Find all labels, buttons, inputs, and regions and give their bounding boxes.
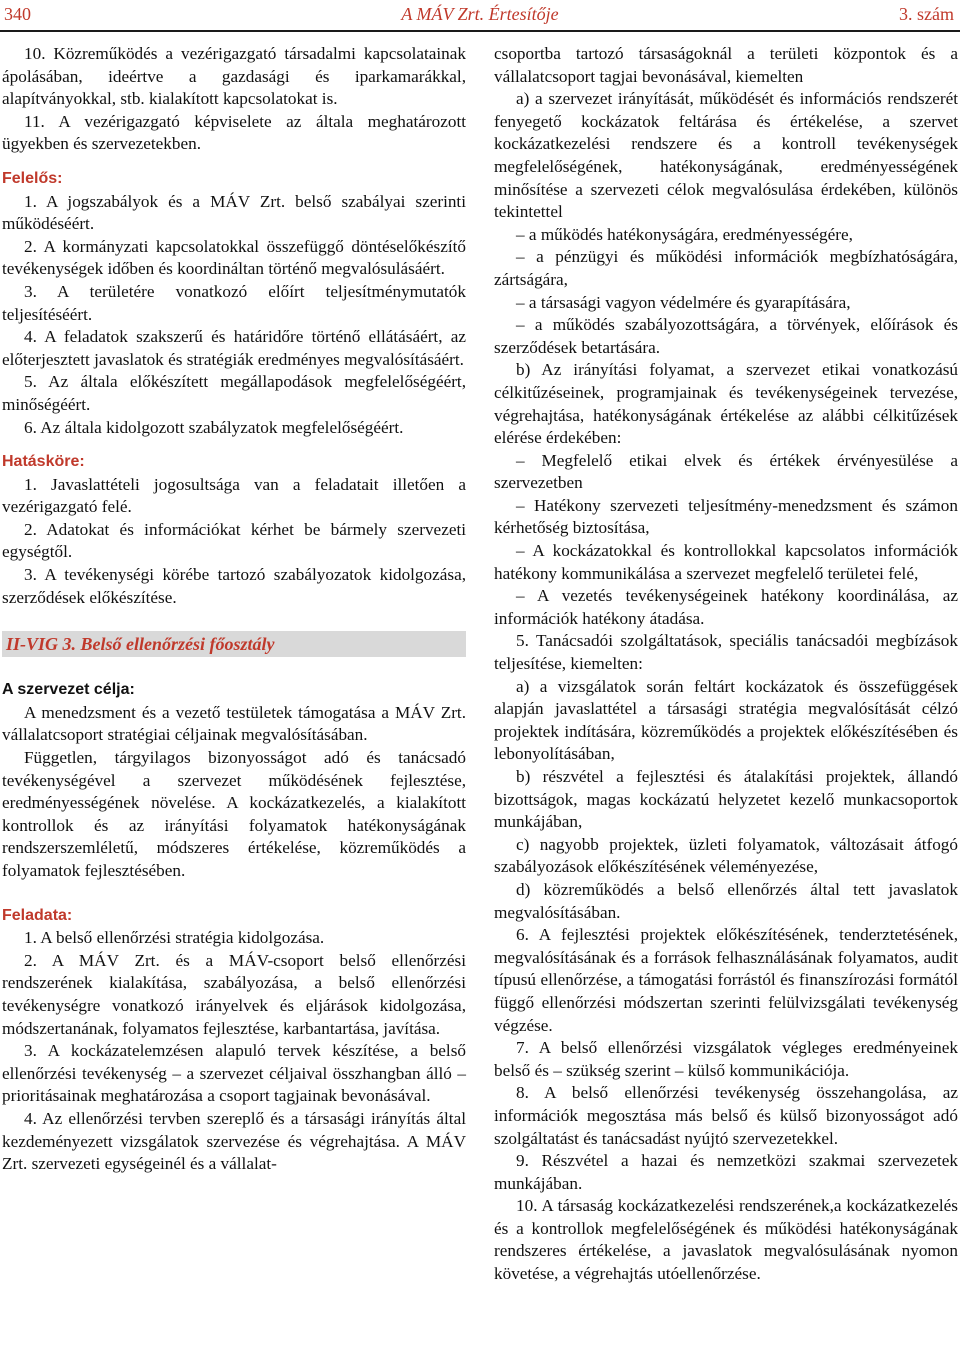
felelos-item-2: 2. A kormányzati kapcsolatokkal összefüggő döntéselőkészítő tevékenységek időben és koordináltan történő megvalósulásáért. (2, 236, 466, 279)
felelos-heading: Felelős: (2, 169, 63, 187)
item-8: 8. A belső ellenőrzési tevékenység összehangolása, az információk megosztása más belső és külső bizonyosságot adó szolgáltatást és tanácsadást nyújtó szervezetekkel. (494, 1083, 958, 1148)
section-title: II-VIG 3. Belső ellenőrzési főosztály (2, 631, 466, 657)
felelos-item-4: 4. A feladatok szakszerű és határidőre történő ellátásáért, az előterjesztett javaslatok és stratégiák eredményes megvalósításáért. (2, 327, 466, 369)
dash-item-5: – Megfelelő etikai elvek és értékek érvényesülése a szervezetben (494, 450, 958, 493)
publication-title: A MÁV Zrt. Értesítője (401, 4, 559, 24)
item-6: 6. A fejlesztési projektek előkészítésének, tenderztetésének, megvalósításának és a források felhasználásának folyamatos, audit típusú ellenőrzése, a támogatási forrástól és finanszírozási formától függő ellenőrzési módszertan szerinti felülvizsgálati tevékenység végzése. (494, 925, 958, 1035)
felelos-item-1: 1. A jogszabályok és a MÁV Zrt. belső szabályai szerinti működéséért. (2, 191, 466, 234)
hataskore-item-2: 2. Adatokat és információkat kérhet be bármely szervezeti egységtől. (2, 519, 466, 562)
cel-paragraph-1: A menedzsment és a vezető testületek támogatása a MÁV Zrt. vállalatcsoport stratégiai céljainak megvalósításában. (2, 702, 466, 745)
item-7: 7. A belső ellenőrzési vizsgálatok végleges eredményeinek belső és – szükség szerint – külső kommunikációja. (494, 1038, 958, 1080)
dash-item-1: – a működés hatékonyságára, eredményességére, (516, 224, 853, 244)
cel-heading: A szervezet célja: (2, 681, 135, 699)
item-b: b) Az irányítási folyamat, a szervezet etikai vonatkozású célkitűzéseinek, programjainak és tevékenységeinek tervezése, végrehajtása, hatékonyságának értékelése az alábbi célkitűzések elérése érdekében: (494, 360, 958, 448)
dash-item-4: – a működés szabályozottságára, a törvények, előírások és szerződések betartására. (494, 315, 958, 357)
dash-item-2: – a pénzügyi és működési információk megbízhatóságára, zártságára, (494, 247, 958, 289)
item-5d: d) közreműködés a belső ellenőrzés által tett javaslatok megvalósításában. (494, 879, 958, 922)
right-column (494, 43, 958, 1286)
hataskore-heading: Hatásköre: (2, 453, 85, 471)
feladata-item-1: 1. A belső ellenőrzési stratégia kidolgozása. (24, 928, 325, 948)
header-rule (0, 30, 960, 32)
hataskore-item-3: 3. A tevékenységi körébe tartozó szabályozatok kidolgozása, szerződések előkészítése. (2, 565, 466, 607)
felelos-item-3: 3. A területére vonatkozó előírt teljesítménymutatók teljesítéséért. (2, 281, 466, 324)
hataskore-item-1: 1. Javaslattételi jogosultsága van a feladatait illetően a vezérigazgató felé. (2, 474, 466, 517)
item-5a: a) a vizsgálatok során feltárt kockázatok és összefüggések alapján javaslattétel a társasági stratégia megvalósítását célzó projektek indítására, közreműködés a projektek előkészítésében és lebonyolításában, (494, 676, 958, 764)
item-5c: c) nagyobb projektek, üzleti folyamatok, változásait átfogó szabályozások előkészítésének véleményezése, (494, 834, 958, 877)
feladata-item-3: 3. A kockázatelemzésen alapuló tervek készítése, a belső ellenőrzési tevékenység – a szervezet céljaival összhangban álló – prioritásainak meghatározása a csoport tagjainak bevonásával. (2, 1041, 466, 1106)
item-10: 10. A társaság kockázatkezelési rendszerének,a kockázatkezelés és a kontrollok megfelelőségének és működési hatékonyságának rendszeres értékelése, a javaslatok megvalósulásának nyomon követése, a végrehajtás utóellenőrzése. (494, 1196, 958, 1284)
continuation-paragraph: csoportba tartozó társaságoknál a területi központok és a vállalatcsoport tagjai bevonásával, kiemelten (494, 44, 958, 86)
dash-item-7: – A kockázatokkal és kontrollokkal kapcsolatos információk hatékony kommunikálása a szervezet megfelelő területei felé, (494, 541, 958, 583)
item-9: 9. Részvétel a hazai és nemzetközi szakmai szervezetek munkájában. (494, 1151, 958, 1193)
issue-number: 3. szám (899, 4, 954, 24)
paragraph-10: 10. Közreműködés a vezérigazgató társadalmi kapcsolatainak ápolásában, ideértve a gazdasági és iparkamarákkal, alapítványokkal, stb. kialakított kapcsolatokat is. (2, 44, 466, 109)
felelos-item-5: 5. Az általa előkészített megállapodások megfelelőségéért, minőségéért. (2, 372, 466, 414)
cel-paragraph-2: Független, tárgyilagos bizonyosságot adó és tanácsadó tevékenységével a szervezet működésének fejlesztése, eredményességének növelése. A kockázatkezelés, a kialakított kontrollok és az irányítási folyamatok hatékonyságának rendszerszemléletű, módszeres értékelése, közreműködés a folyamatok fejlesztésében. (2, 748, 466, 880)
feladata-item-2: 2. A MÁV Zrt. és a MÁV-csoport belső ellenőrzési rendszerének kialakítása, szabályozása, a belső ellenőrzési tevékenységre vonatkozó irányelvek és eljárások kidolgozása, módszertanának, folyamatos fejlesztése, karbantartása, javítása. (2, 950, 466, 1038)
feladata-heading: Feladata: (2, 906, 73, 924)
item-5: 5. Tanácsadói szolgáltatások, speciális tanácsadói megbízások teljesítése, kiemelten: (494, 631, 958, 674)
feladata-item-4: 4. Az ellenőrzési tervben szereplő és a társasági irányítás által kezdeményezett vizsgálatok szervezése és végrehajtása. A MÁV Zrt. szervezeti egységeinél és a vállalat- (2, 1108, 466, 1174)
page-number: 340 (4, 4, 31, 24)
left-column (2, 43, 466, 1176)
dash-item-6: – Hatékony szervezeti teljesítmény-menedzsment és számon kérhetőség biztosítása, (494, 495, 958, 538)
paragraph-11: 11. A vezérigazgató képviselete az általa meghatározott ügyekben és szervezetekben. (2, 111, 466, 154)
dash-item-3: – a társasági vagyon védelmére és gyarapítására, (516, 292, 851, 312)
item-a: a) a szervezet irányítását, működését és információs rendszerét fenyegető kockázatok feltárása és értékelése, a szervet kockázatkezelési rendszere és a kontroll tevékenységek megfelelőségének, hatékonyságának, eredményességének minősítése a szervezeti célok megvalósulása érdekében, különös tekintettel (494, 89, 958, 222)
item-5b: b) részvétel a fejlesztési és átalakítási projektek, állandó bizottságok, magas kockázatú helyzetet kezelő munkacsoportok munkájában, (494, 767, 958, 832)
dash-item-8: – A vezetés tevékenységeinek hatékony koordinálása, az információk hatékony átadása. (494, 586, 958, 628)
page-header (0, 0, 960, 30)
felelos-item-6: 6. Az általa kidolgozott szabályzatok megfelelőségéért. (24, 417, 404, 437)
